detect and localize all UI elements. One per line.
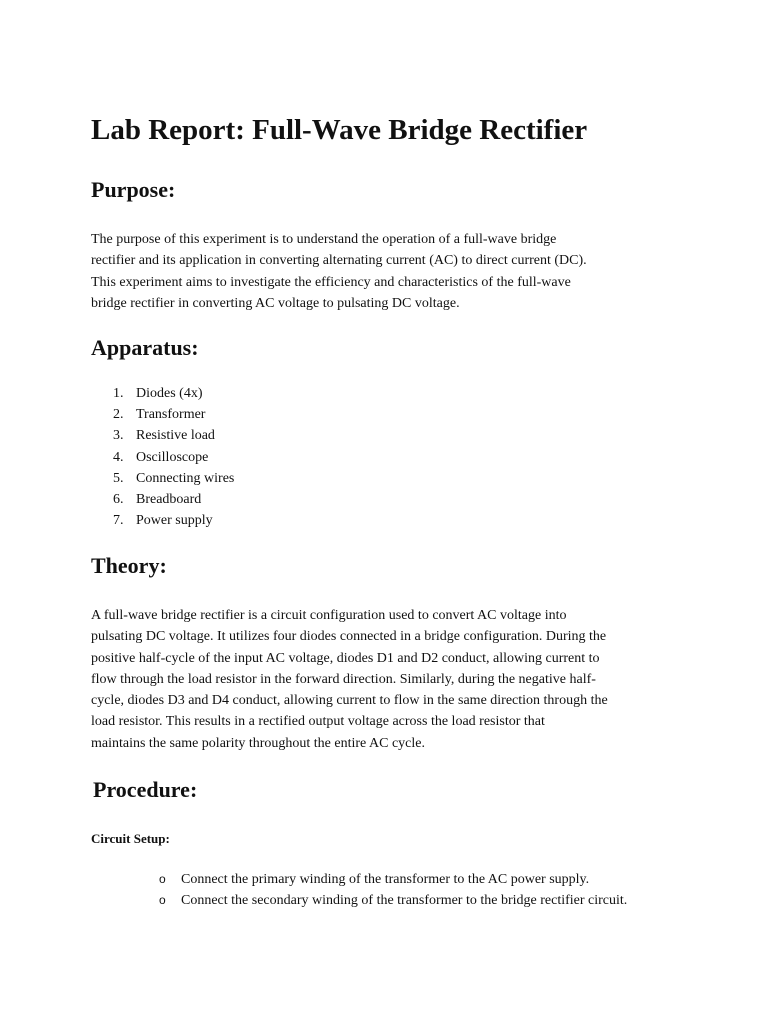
theory-line: A full-wave bridge rectifier is a circuit configuration used to convert AC voltage into — [91, 608, 567, 623]
purpose-line: This experiment aims to investigate the efficiency and characteristics of the full-wave — [91, 274, 571, 290]
list-item-number: 6. — [113, 491, 124, 507]
circuit-setup-list — [91, 869, 691, 912]
theory-line: flow through the load resistor in the forward direction. Similarly, during the negative half- — [91, 671, 596, 687]
list-item-text: Oscilloscope — [136, 449, 209, 465]
list-item-number: 1. — [113, 386, 124, 401]
bullet-icon: o — [159, 893, 166, 908]
list-item-text: Connecting wires — [136, 470, 235, 486]
circuit-setup-heading: Circuit Setup: — [91, 831, 170, 846]
list-item-number: 3. — [113, 428, 124, 444]
theory-line: maintains the same polarity throughout the entire AC cycle. — [91, 735, 425, 751]
list-item-number: 2. — [113, 407, 124, 423]
theory-line: load resistor. This results in a rectified output voltage across the load resistor that — [91, 714, 545, 730]
list-item-number: 5. — [113, 470, 124, 486]
purpose-paragraph — [91, 229, 691, 314]
list-item-text: Transformer — [136, 407, 206, 423]
theory-heading: Theory: — [91, 553, 167, 578]
list-item — [91, 890, 691, 911]
list-item-text: Connect the primary winding of the transformer to the AC power supply. — [181, 872, 590, 887]
list-item — [91, 869, 691, 890]
theory-line: pulsating DC voltage. It utilizes four diodes connected in a bridge configuration. During the — [91, 629, 607, 645]
bullet-icon: o — [159, 872, 166, 886]
list-item-text: Diodes (4x) — [136, 386, 203, 401]
theory-line: positive half-cycle of the input AC voltage, diodes D1 and D2 conduct, allowing current to — [91, 650, 600, 666]
theory-line: cycle, diodes D3 and D4 conduct, allowing current to flow in the same direction through the — [91, 693, 608, 709]
document-title: Lab Report: Full-Wave Bridge Rectifier — [91, 114, 588, 146]
apparatus-heading: Apparatus: — [91, 335, 199, 360]
theory-paragraph — [91, 605, 691, 754]
list-item-text: Resistive load — [136, 428, 215, 444]
list-item-text: Power supply — [136, 513, 213, 529]
purpose-heading: Purpose: — [91, 177, 176, 202]
list-item-number: 4. — [113, 449, 124, 465]
procedure-heading: Procedure: — [93, 777, 198, 802]
purpose-line: rectifier and its application in converting alternating current (AC) to direct current (DC). — [91, 253, 587, 269]
list-item-text: Connect the secondary winding of the transformer to the bridge rectifier circuit. — [181, 893, 628, 909]
list-item-text: Breadboard — [136, 491, 202, 507]
purpose-line: bridge rectifier in converting AC voltage to pulsating DC voltage. — [91, 295, 460, 311]
list-item-number: 7. — [113, 513, 124, 529]
purpose-line: The purpose of this experiment is to understand the operation of a full-wave bridge — [91, 232, 557, 247]
